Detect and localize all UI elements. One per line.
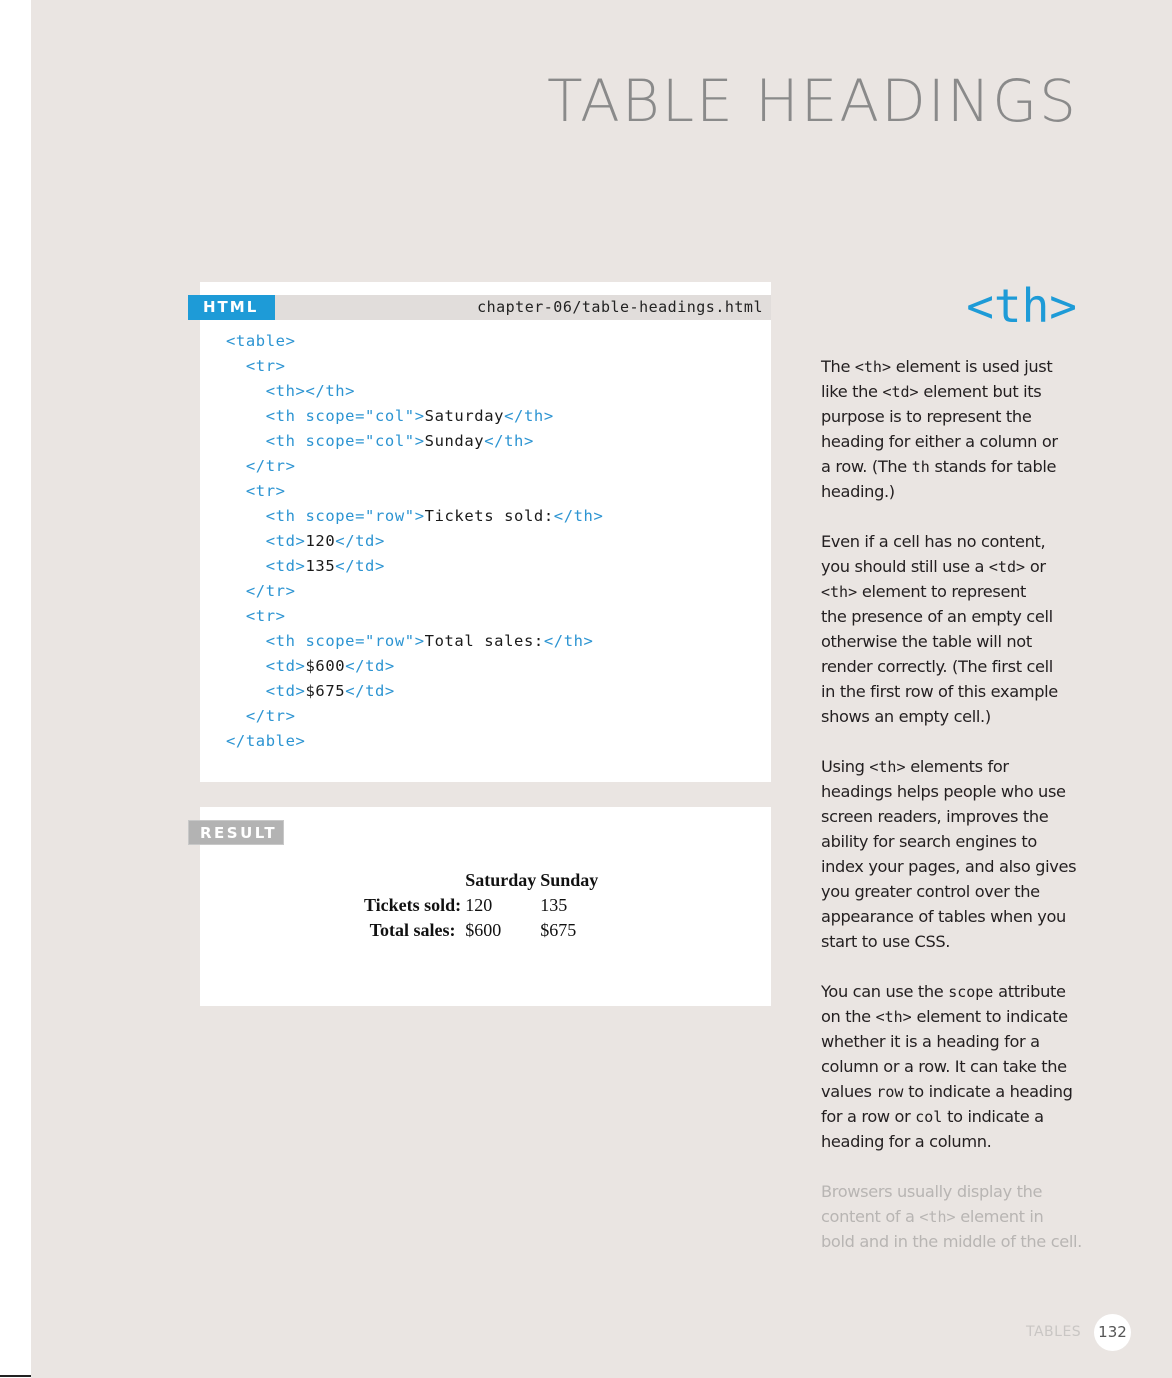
text-line [821,904,1091,929]
code-line [226,604,603,629]
result-cell: $675 [540,920,577,940]
text-run: column or a row. It can take the [821,1057,1067,1076]
code-tag: <td> [226,682,306,700]
text-line [821,1179,1091,1204]
result-empty-header [363,868,462,893]
code-content: 135 [305,557,336,575]
text-run: start to use CSS. [821,932,951,951]
text-line [821,754,1091,779]
code-language-label: HTML [188,295,275,320]
code-line [226,354,603,379]
code-panel [200,282,771,782]
text-run: index your pages, and also gives [821,857,1077,876]
code-line [226,704,603,729]
text-line [821,654,1091,679]
text-line [821,929,1091,954]
inline-code: <td> [988,558,1026,576]
text-line [821,804,1091,829]
result-header-row [363,868,599,893]
code-line [226,654,603,679]
text-line [821,1104,1091,1129]
text-line [821,629,1091,654]
code-tag: </td> [335,557,385,575]
code-tag: </th> [553,507,604,525]
text-run: element but its [918,382,1042,401]
text-line [821,1204,1091,1229]
text-line [821,579,1091,604]
text-run: a row. (The [821,457,912,476]
inline-code: scope [948,983,994,1001]
text-run: the presence of an empty cell [821,607,1053,626]
code-line [226,329,603,354]
code-tag: <tr> [226,482,286,500]
text-line [821,554,1091,579]
page-number-badge: 132 [1094,1314,1131,1351]
text-line [821,1029,1091,1054]
result-row [363,918,599,943]
text-line [821,429,1091,454]
inline-code: <th> [919,1208,956,1226]
result-row-header: Tickets sold: [364,895,462,915]
text-run: heading for a column. [821,1132,992,1151]
code-line [226,529,603,554]
code-tag: <table> [226,332,296,350]
text-run: shows an empty cell.) [821,707,991,726]
result-cell: 120 [465,895,493,915]
text-run: in the first row of this example [821,682,1058,701]
code-content: Tickets sold: [424,507,554,525]
text-run: headings helps people who use [821,782,1066,801]
inline-code: <td> [882,383,919,401]
code-tag: <th scope="row"> [226,507,425,525]
sidebar-text [821,354,1091,1279]
code-line [226,454,603,479]
code-tag: <th scope="col"> [226,432,425,450]
code-line [226,579,603,604]
code-tag: <th></th> [226,382,356,400]
text-run: element is used just [890,357,1053,376]
text-line [821,604,1091,629]
text-line [821,379,1091,404]
text-run: you greater control over the [821,882,1040,901]
result-cell: $600 [465,920,502,940]
inline-code: <th> [854,358,891,376]
code-content: 120 [305,532,336,550]
code-content: Saturday [424,407,505,425]
result-row [363,893,599,918]
code-tag: </tr> [226,582,296,600]
code-content: Sunday [424,432,485,450]
code-line [226,679,603,704]
inline-code: col [915,1108,943,1126]
text-line [821,1129,1091,1154]
text-run: bold and in the middle of the cell. [821,1232,1082,1251]
code-tag: </th> [504,407,554,425]
text-run: element to represent [857,582,1027,601]
code-line [226,379,603,404]
text-line [821,854,1091,879]
code-tag: <th scope="col"> [226,407,425,425]
result-label: RESULT [188,820,284,845]
code-line [226,429,603,454]
text-line [821,879,1091,904]
code-content: $675 [305,682,346,700]
text-run: ability for search engines to [821,832,1037,851]
code-content: Total sales: [424,632,544,650]
inline-code: <th> [875,1008,912,1026]
code-line [226,479,603,504]
text-line [821,779,1091,804]
code-listing [226,329,603,754]
text-run: The [821,357,855,376]
text-run: element to indicate [911,1007,1068,1026]
body-paragraph [821,754,1091,954]
text-line [821,354,1091,379]
text-run: to indicate a [942,1107,1044,1126]
result-column-header: Sunday [540,870,599,890]
text-line [821,529,1091,554]
element-heading: <th> [966,279,1077,333]
text-run: for a row or [821,1107,916,1126]
text-line [821,454,1091,479]
text-run: or [1025,557,1046,576]
text-run: You can use the [821,982,949,1001]
code-tag: <tr> [226,607,286,625]
code-line [226,554,603,579]
text-run: screen readers, improves the [821,807,1049,826]
code-tag: <th scope="row"> [226,632,425,650]
text-run: you should still use a [821,557,989,576]
text-run: otherwise the table will not [821,632,1032,651]
result-cell: 135 [540,895,568,915]
text-line [821,679,1091,704]
code-tag: <tr> [226,357,286,375]
text-run: to indicate a heading [903,1082,1073,1101]
page-title: TABLE HEADINGS [547,67,1078,135]
text-line [821,479,1091,504]
code-filename: chapter-06/table-headings.html [477,298,763,316]
text-run: Browsers usually display the [821,1182,1043,1201]
text-run: Even if a cell has no content, [821,532,1046,551]
text-line [821,1054,1091,1079]
text-run: purpose is to represent the [821,407,1032,426]
text-run: elements for [905,757,1009,776]
code-tag: <td> [226,557,306,575]
section-name: TABLES [1026,1324,1082,1340]
text-run: appearance of tables when you [821,907,1066,926]
text-run: on the [821,1007,876,1026]
body-paragraph [821,354,1091,504]
code-line [226,404,603,429]
code-tag: </table> [226,732,306,750]
text-run: values [821,1082,877,1101]
text-run: heading for either a column or [821,432,1058,451]
code-tag: </th> [543,632,594,650]
body-paragraph [821,529,1091,729]
result-column-header: Saturday [465,870,537,890]
text-line [821,829,1091,854]
text-run: attribute [993,982,1066,1001]
text-run: element in [955,1207,1044,1226]
code-line [226,629,603,654]
code-tag: </td> [335,532,385,550]
code-line [226,504,603,529]
inline-code: <th> [821,583,858,601]
text-line [821,979,1091,1004]
code-tag: <td> [226,657,306,675]
code-line [226,729,603,754]
note-paragraph [821,1179,1091,1254]
text-line [821,1004,1091,1029]
text-run: content of a [821,1207,920,1226]
code-tag: <td> [226,532,306,550]
text-run: like the [821,382,883,401]
text-line [821,704,1091,729]
code-content: $600 [305,657,346,675]
result-table [361,868,601,943]
text-run: stands for table [929,457,1057,476]
text-run: whether it is a heading for a [821,1032,1040,1051]
text-run: render correctly. (The first cell [821,657,1053,676]
code-tag: </tr> [226,457,296,475]
margin-rule [0,1375,31,1377]
inline-code: row [876,1083,904,1101]
inline-code: <th> [869,758,906,776]
text-line [821,404,1091,429]
text-line [821,1229,1091,1254]
code-tag: </tr> [226,707,296,725]
code-tag: </th> [484,432,534,450]
text-run: Using [821,757,870,776]
result-row-header: Total sales: [369,920,456,940]
text-run: heading.) [821,482,895,501]
text-line [821,1079,1091,1104]
inline-code: th [911,458,930,476]
code-tag: </td> [345,682,395,700]
code-tag: </td> [345,657,395,675]
code-panel-header [200,295,771,320]
body-paragraph [821,979,1091,1154]
